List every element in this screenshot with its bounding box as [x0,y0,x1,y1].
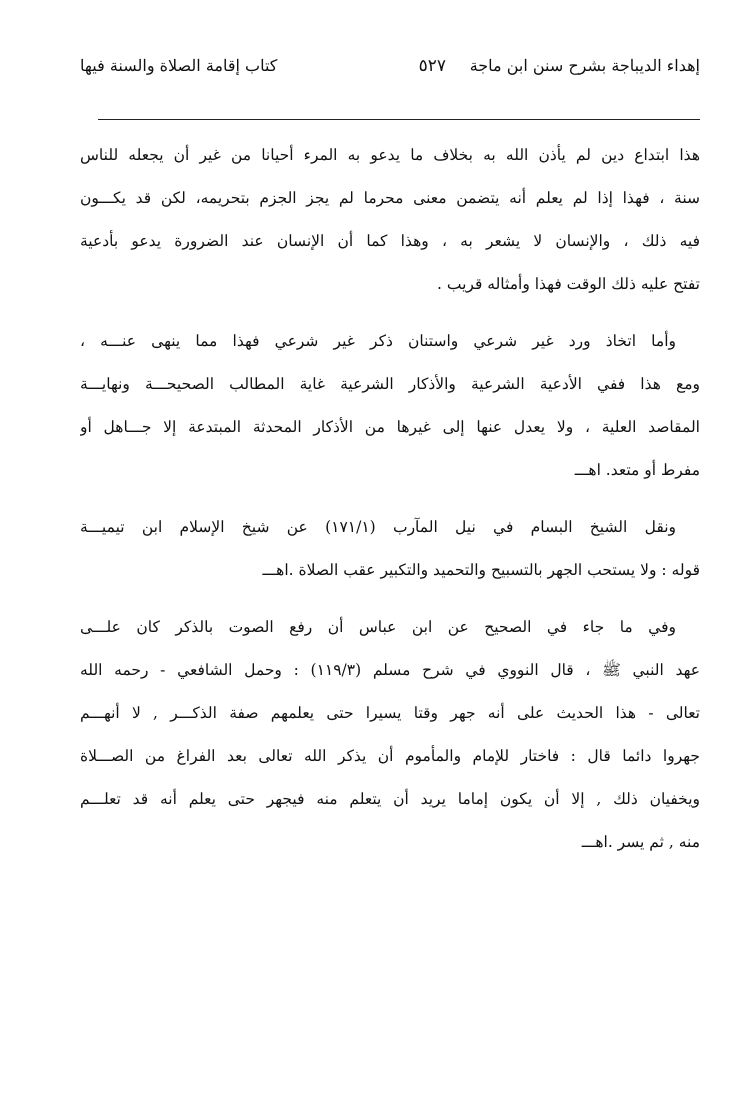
book-title: إهداء الديباجة بشرح سنن ابن ماجة [469,56,700,75]
text-line: فيه ذلك ، والإنسان لا يشعر به ، وهذا كما أن الإنسان عند الضرورة يدعو بأدعية [80,232,700,250]
text-line: جهروا دائما قال : فاختار للإمام والمأموم أن يذكر الله تعالى بعد الفراغ من الصـــلاة [80,747,700,765]
text-line: المقاصد العلية ، ولا يعدل عنها إلى غيرها من الأذكار المحدثة المبتدعة إلا جـــاهل أو [80,418,700,436]
text-line: قوله : ولا يستحب الجهر بالتسبيح والتحميد والتكبير عقب الصلاة .اهـــ [262,561,700,579]
text-line: منه , ثم يسر .اهـــ [581,833,700,851]
page-number: ٥٢٧ [418,56,446,76]
text-line: عهد النبي ﷺ ، قال النووي في شرح مسلم (١١٩/٣) : وحمل الشافعي - رحمه الله [80,661,700,679]
paragraph-3 [80,506,700,592]
paragraph-1 [80,134,700,306]
text-line: تفتح عليه ذلك الوقت فهذا وأمثاله قريب . [437,275,700,293]
text-line: ويخفيان ذلك , إلا أن يكون إماما يريد أن يتعلم منه فيجهر حتى يعلم أنه قد تعلـــم [80,790,700,808]
text-line: وأما اتخاذ ورد غير شرعي واستنان ذكر غير شرعي فهذا مما ينهى عنـــه ، [80,332,676,350]
chapter-title: كتاب إقامة الصلاة والسنة فيها [80,56,278,75]
paragraph-2 [80,320,700,492]
running-header [80,52,700,86]
text-line: هذا ابتداع دين لم يأذن الله به بخلاف ما يدعو به المرء أحيانا من غير أن يجعله للناس [80,146,700,164]
header-divider [98,119,700,120]
text-line: سنة ، فهذا إذا لم يعلم أنه يتضمن معنى محرما لم يجز الجزم بتحريمه، لكن قد يكـــون [80,189,700,207]
body-text [80,134,700,878]
text-line: وفي ما جاء في الصحيح عن ابن عباس أن رفع الصوت بالذكر كان علـــى [80,618,676,636]
paragraph-4 [80,606,700,864]
text-line: ومع هذا ففي الأدعية الشرعية والأذكار الشرعية غاية المطالب الصحيحـــة ونهايـــة [80,375,700,393]
text-line: ونقل الشيخ البسام في نيل المآرب (١٧١/١) عن شيخ الإسلام ابن تيميـــة [80,518,676,536]
text-line: مفرط أو متعد. اهـــ [574,461,700,479]
text-line: تعالى - هذا الحديث على أنه جهر وقتا يسيرا حتى يعلمهم صفة الذكـــر , لا أنهـــم [80,704,700,722]
